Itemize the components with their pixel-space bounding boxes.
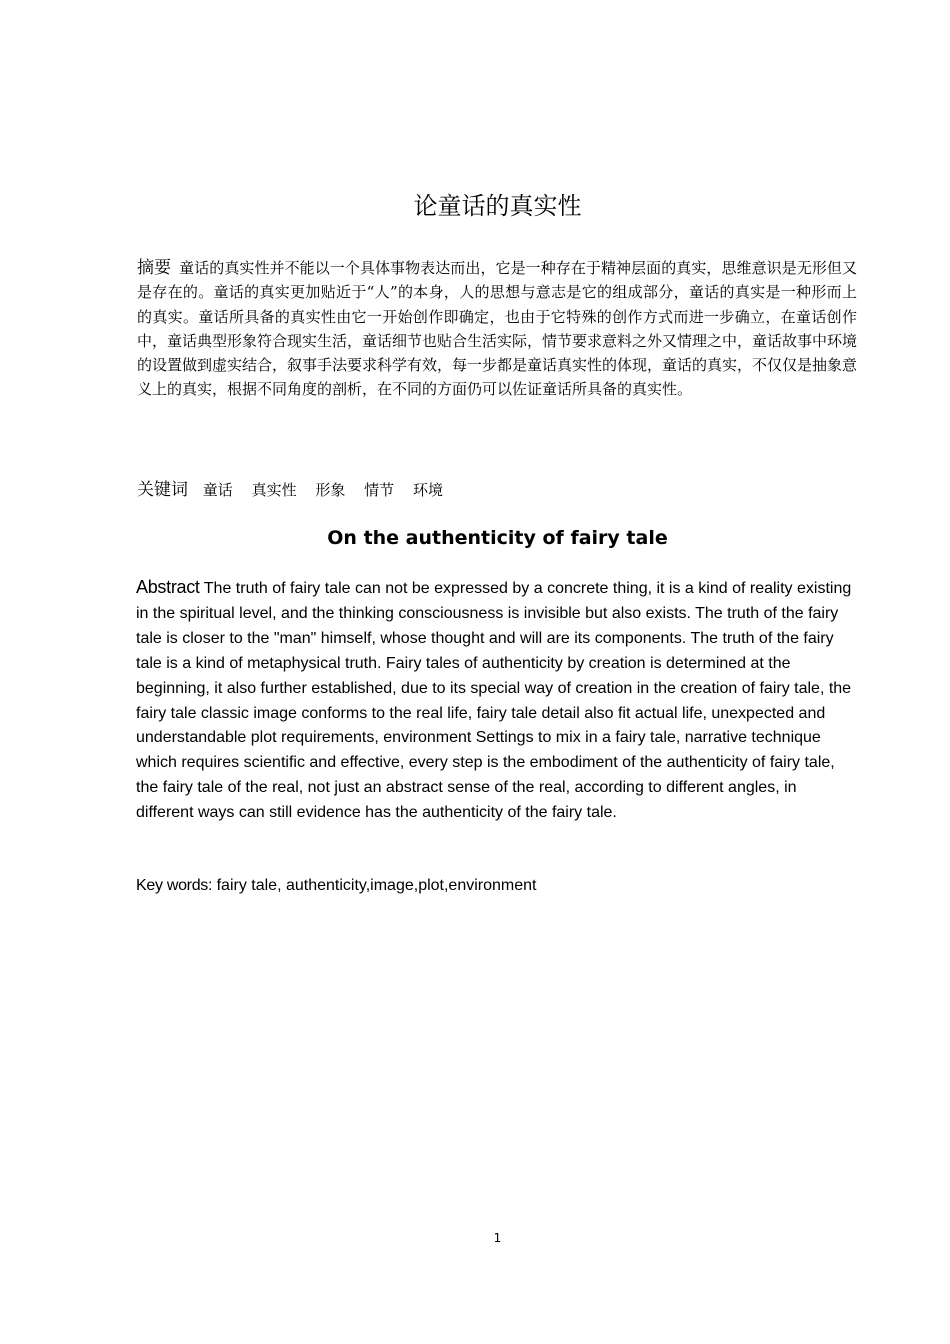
- english-abstract-text: The truth of fairy tale can not be expressed by a concrete thing, it is a kind of reality existing in the spiritual level, and the thinking consciousness is invisible but also exists. The truth of the fairy tale is closer to the "man" himself, whose thought and will are its components. The truth of the fairy tale is a kind of metaphysical truth. Fairy tales of authenticity by creation is determined at the beginning, it also further established, due to its special way of creation in the creation of fairy tale, the fairy tale classic image conforms to the real life, fairy tale detail also fit actual life, unexpected and understandable plot requirements, environment Settings to mix in a fairy tale, narrative technique which requires scientific and effective, every step is the embodiment of the authenticity of fairy tale, the fairy tale of the real, not just an abstract sense of the real, according to different angles, in different ways can still evidence has the authenticity of the fairy tale.: [136, 580, 852, 822]
- page-number: 1: [493, 1231, 502, 1245]
- chinese-keyword: 环境: [412, 481, 443, 499]
- english-keywords: [136, 874, 858, 898]
- english-abstract-label: Abstract: [136, 577, 200, 597]
- english-keywords-label: Key words:: [136, 877, 213, 894]
- english-keywords-text: fairy tale, authenticity,image,plot,environment: [216, 877, 537, 894]
- chinese-keywords-label: 关键词: [137, 480, 188, 500]
- chinese-keyword: 真实性: [251, 481, 297, 499]
- chinese-abstract-label: 摘要: [137, 258, 172, 278]
- chinese-keyword: 童话: [202, 481, 233, 499]
- english-title: On the authenticity of fairy tale: [327, 527, 668, 549]
- chinese-abstract: [137, 256, 857, 402]
- chinese-title: 论童话的真实性: [413, 192, 582, 220]
- chinese-abstract-text: 童话的真实性并不能以一个具体事物表达而出，它是一种存在于精神层面的真实，思维意识是无形但又是存在的。童话的真实更加贴近于“人”的本身，人的思想与意志是它的组成部分，童话的真实是一种形而上的真实。童话所具备的真实性由它一开始创作即确定，也由于它特殊的创作方式而进一步确立，在童话创作中，童话典型形象符合现实生活，童话细节也贴合生活实际，情节要求意料之外又情理之中，童话故事中环境的设置做到虚实结合，叙事手法要求科学有效，每一步都是童话真实性的体现，童话的真实，不仅仅是抽象意义上的真实，根据不同角度的剖析，在不同的方面仍可以佐证童话所具备的真实性。: [137, 259, 858, 399]
- chinese-keywords: [137, 478, 857, 502]
- english-abstract: [136, 575, 858, 826]
- chinese-keyword: 情节: [364, 481, 395, 499]
- chinese-keyword: 形象: [315, 481, 346, 499]
